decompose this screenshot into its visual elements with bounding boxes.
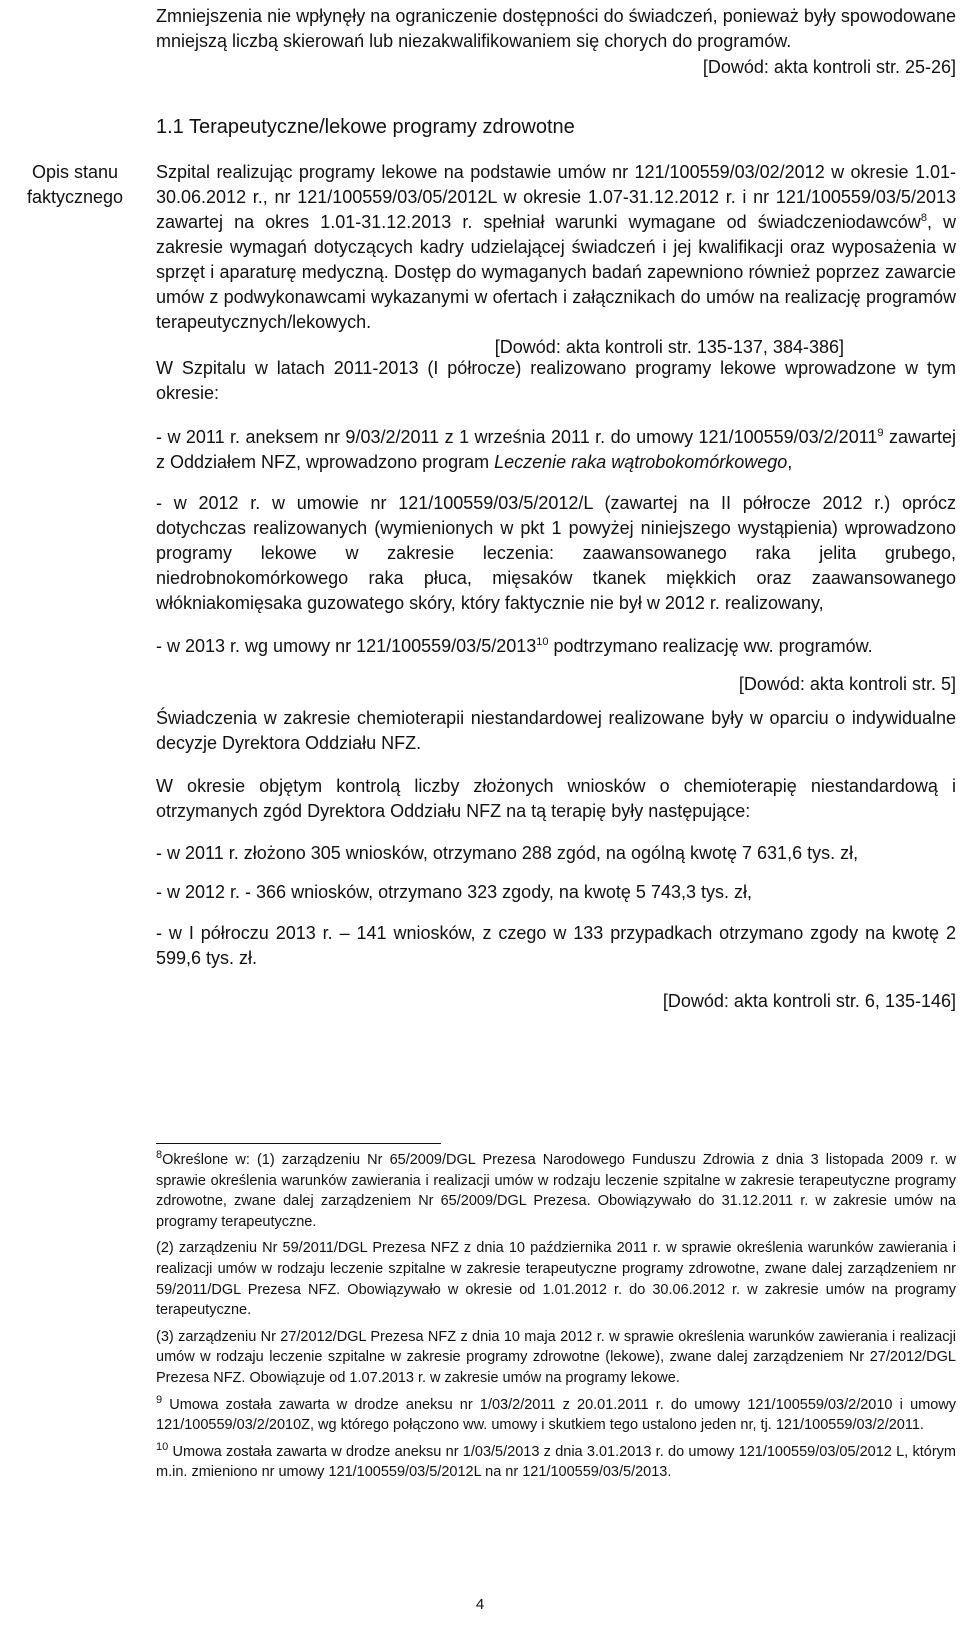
content-block-1	[156, 160, 956, 360]
evidence-block-4	[156, 989, 956, 1014]
paragraph-programs-intro: W Szpitalu w latach 2011-2013 (I półrocze) realizowano programy lekowe wprowadzone w tym okresie:	[156, 358, 956, 403]
footnote-separator	[156, 1143, 441, 1144]
section-heading: 1.1 Terapeutyczne/lekowe programy zdrowotne	[156, 116, 575, 138]
footnote-mark: 9	[156, 1393, 163, 1406]
footnote-ref: 8	[920, 212, 927, 224]
paragraph-chemotherapy: Świadczenia w zakresie chemioterapii niestandardowej realizowane były w oparciu o indywidualne decyzje Dyrektora Oddziału NFZ.	[156, 708, 956, 753]
footnote-mark: 10	[156, 1440, 169, 1453]
program-name: Leczenie raka wątrobokomórkowego	[494, 452, 788, 472]
content-block-4	[156, 774, 956, 824]
footnote-8-part-2: (2) zarządzeniu Nr 59/2011/DGL Prezesa NFZ z dnia 10 października 2011 r. w sprawie określenia warunków zawierania i realizacji umów w rodzaju leczenie szpitalne w zakresie terapeutyczne programy zdrowotne, zwane dalej zarządzeniem nr 59/2011/DGL Prezesa NFZ. Obowiązywało w okresie od 1.01.2012 r. do 30.06.2012 r. w zakresie umów na programy terapeutyczne.	[156, 1240, 956, 1319]
footnote-ref: 9	[877, 427, 884, 439]
footnote-8-part-3: (3) zarządzeniu Nr 27/2012/DGL Prezesa NFZ z dnia 10 maja 2012 r. w sprawie określenia warunków zawierania i realizacji umów w rodzaju leczenie szpitalne w zakresie programy zdrowotne (lekowe), zwane dalej zarządzeniem Nr 27/2012/DGL Prezesa NFZ. Obowiązuje od 1.07.2013 r. w zakresie umów na programy lekowe.	[156, 1328, 956, 1386]
list-item-2013	[156, 634, 956, 659]
page-number: 4	[475, 1596, 485, 1613]
content-block-3	[156, 706, 956, 756]
stat-2011	[156, 841, 956, 866]
evidence-citation: [Dowód: akta kontroli str. 135-137, 384-386]	[494, 337, 844, 357]
side-label-line: Opis stanu	[31, 162, 119, 182]
paragraph-programs-contracts	[156, 160, 956, 335]
list-item-text: - w 2013 r. wg umowy nr 121/100559/03/5/2013	[156, 636, 537, 656]
section-heading-block	[156, 114, 956, 140]
evidence-citation: [Dowód: akta kontroli str. 5]	[738, 674, 956, 694]
list-item-text: ,	[787, 452, 793, 472]
footnote-10	[156, 1442, 956, 1483]
content-block-2	[156, 356, 956, 406]
stat-line: - w 2012 r. - 366 wniosków, otrzymano 323 zgody, na kwotę 5 743,3 tys. zł,	[156, 882, 752, 902]
list-item-text: zawartej z Oddziałem NFZ, wprowadzono program	[156, 427, 956, 472]
evidence-block-3	[156, 672, 956, 697]
evidence-citation: [Dowód: akta kontroli str. 6, 135-146]	[662, 991, 956, 1011]
intro-paragraph: Zmniejszenia nie wpłynęły na ograniczenie dostępności do świadczeń, ponieważ były spowodowane mniejszą liczbą skierowań lub niezakwalifikowaniem się chorych do programów.	[156, 6, 956, 51]
footnote-ref: 10	[536, 636, 549, 648]
list-item-2011	[156, 425, 956, 475]
list-item: - w 2012 r. w umowie nr 121/100559/03/5/2012/L (zawartej na II półrocze 2012 r.) oprócz dotychczas realizowanych (wymienionych w pkt 1 powyżej niniejszego wystąpienia) wprowadzono programy lekowe w zakresie leczenia: zaawansowanego raka jelita grubego, niedrobnokomórkowego raka płuca, mięsaków tkanek miękkich oraz zaawansowanego włókniakomięsaka guzowatego skóry, który faktycznie nie był w 2012 r. realizowany,	[156, 493, 956, 613]
side-label-line: faktycznego	[26, 187, 124, 207]
list-item-text: - w 2011 r. aneksem nr 9/03/2/2011 z 1 września 2011 r. do umowy 121/100559/03/2/2011	[156, 427, 878, 447]
evidence-citation: [Dowód: akta kontroli str. 25-26]	[702, 57, 956, 77]
list-item	[156, 634, 956, 659]
stat-2012	[156, 880, 956, 905]
stat-line: - w I półroczu 2013 r. – 141 wniosków, z czego w 133 przypadkach otrzymano zgody na kwotę 2 599,6 tys. zł.	[156, 923, 956, 968]
stat-2013	[156, 921, 956, 971]
paragraph-applications: W okresie objętym kontrolą liczby złożonych wniosków o chemioterapię niestandardową i otrzymanych zgód Dyrektora Oddziału NFZ na tą terapię były następujące:	[156, 776, 956, 821]
footnotes	[156, 1150, 956, 1483]
footnote-text: Umowa została zawarta w drodze aneksu nr 1/03/2/2011 z 20.01.2011 r. do umowy 121/100559/03/2/2010 i umowy 121/100559/03/2/2010Z, wg którego połączono ww. umowy i skutkiem tego ustalono jeden nr, tj. 121/100559/03/2/2011.	[156, 1396, 956, 1434]
intro-block	[156, 4, 956, 80]
footnote-mark: 8	[156, 1149, 163, 1162]
list-item-2012	[156, 491, 956, 616]
list-item	[156, 425, 956, 475]
footnote-8	[156, 1150, 956, 1232]
footnote-text: Określone w: (1) zarządzeniu Nr 65/2009/DGL Prezesa Narodowego Funduszu Zdrowia z dnia 3 listopada 2009 r. w sprawie określenia warunków zawierania i realizacji umów w rodzaju leczenie szpitalne w zakresie terapeutyczne programy zdrowotne, zwane dalej zarządzeniem Nr 65/2009/DGL Prezesa. Obowiązywało do 31.12.2011 r. w zakresie umów na programy terapeutyczne.	[156, 1152, 956, 1230]
list-item-text: podtrzymano realizację ww. programów.	[548, 636, 873, 656]
side-label	[0, 160, 150, 210]
paragraph-text: Szpital realizując programy lekowe na podstawie umów nr 121/100559/03/02/2012 w okresie 1.01-30.06.2012 r., nr 121/100559/03/05/2012L w okresie 1.07-31.12.2012 r. i nr 121/100559/03/5/2013 zawartej na okres 1.01-31.12.2013 r. spełniał warunki wymagane od świadczeniodawców	[156, 162, 956, 232]
stat-line: - w 2011 r. złożono 305 wniosków, otrzymano 288 zgód, na ogólną kwotę 7 631,6 tys. zł,	[156, 843, 859, 863]
footnote-9	[156, 1395, 956, 1436]
paragraph-text: , w zakresie wymagań dotyczących kadry udzielającej świadczeń i jej kwalifikacji oraz wyposażenia w sprzęt i aparaturę medyczną. Dostęp do wymaganych badań zapewniono również poprzez zawarcie umów z podwykonawcami wykazanymi w ofertach i załącznikach do umów na realizację programów terapeutycznych/lekowych.	[156, 212, 956, 332]
footnote-text: Umowa została zawarta w drodze aneksu nr 1/03/5/2013 z dnia 3.01.2013 r. do umowy 121/100559/03/05/2012 L, którym m.in. zmieniono nr umowy 121/100559/03/5/2012L na nr 121/100559/03/5/2013.	[156, 1443, 956, 1481]
